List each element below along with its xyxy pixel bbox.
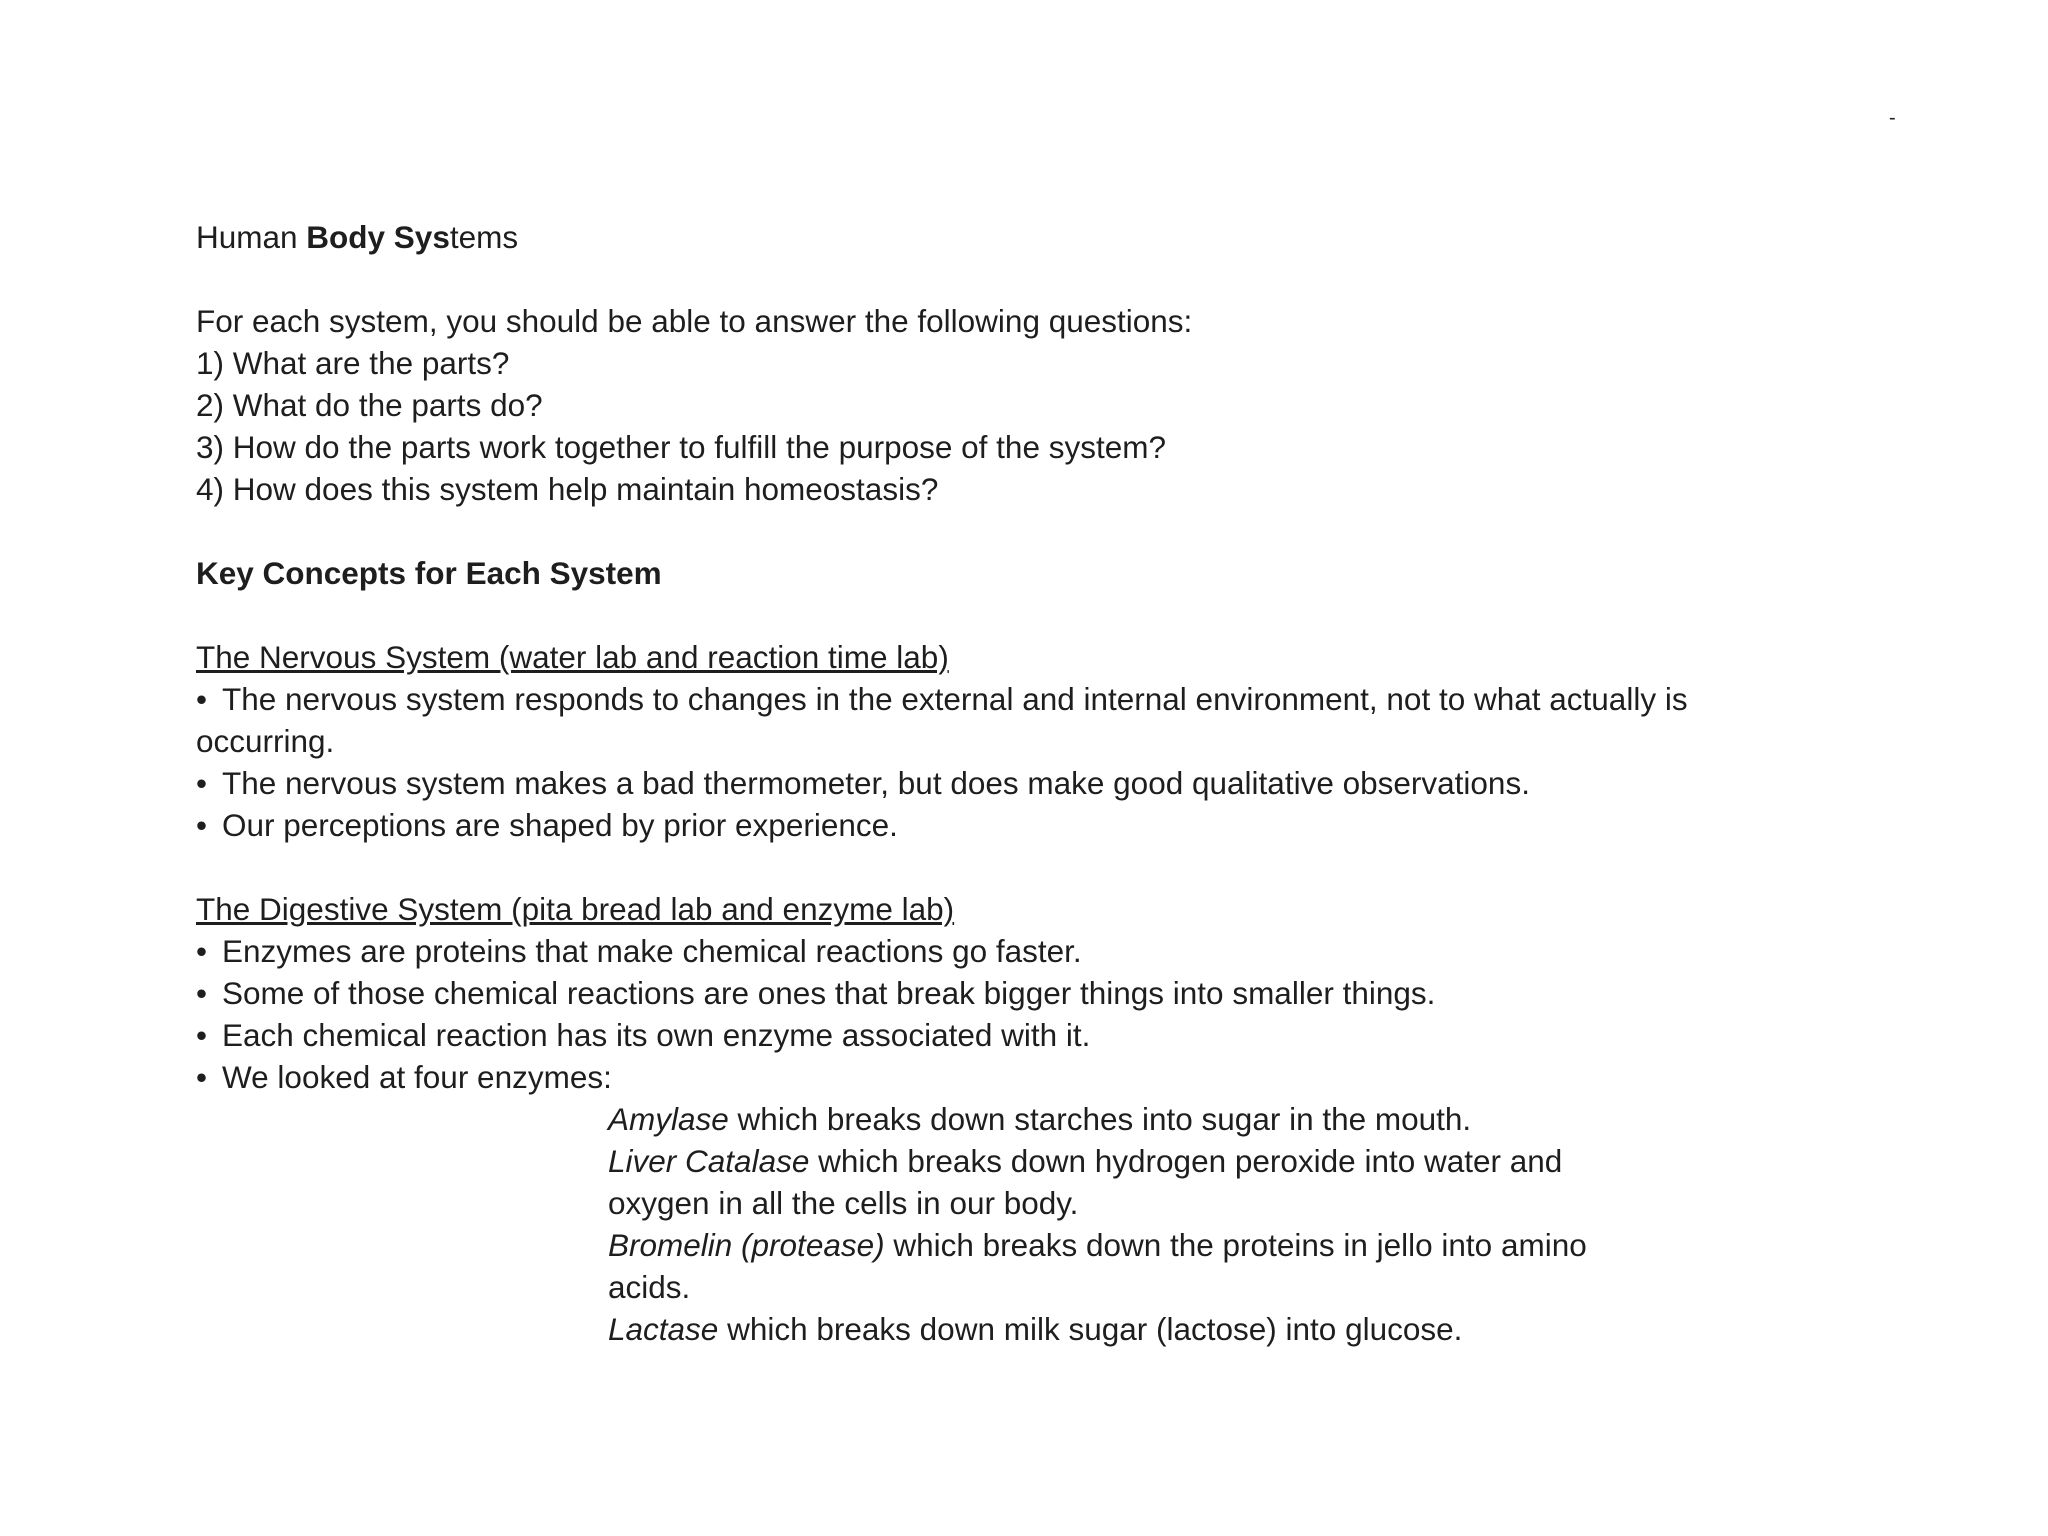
- enzyme-amylase-text: which breaks down starches into sugar in the mouth.: [728, 1101, 1472, 1137]
- digestive-system-heading: The Digestive System (pita bread lab and enzyme lab): [196, 891, 955, 927]
- spacer: [196, 594, 1896, 636]
- title-plain: Human: [196, 219, 307, 255]
- bullet-icon: •: [196, 681, 208, 717]
- intro-text: For each system, you should be able to answer the following questions:: [196, 303, 1193, 339]
- digestive-bullet-4: [196, 1056, 1896, 1098]
- enzyme-catalase-name: Liver Catalase: [608, 1143, 810, 1179]
- spacer: [196, 510, 1896, 552]
- digestive-bullet-2: [196, 972, 1896, 1014]
- enzyme-catalase: [608, 1140, 1896, 1182]
- enzyme-amylase: [608, 1098, 1896, 1140]
- enzyme-list: [608, 1098, 1896, 1350]
- enzyme-catalase-continuation: oxygen in all the cells in our body.: [608, 1185, 1079, 1221]
- nervous-system-heading: The Nervous System (water lab and reaction time lab): [196, 639, 949, 675]
- digestive-bullet-2-text: Some of those chemical reactions are ones that break bigger things into smaller things.: [222, 975, 1436, 1011]
- nervous-bullet-2: [196, 762, 1896, 804]
- digestive-bullet-4-text: We looked at four enzymes:: [222, 1059, 612, 1095]
- nervous-bullet-2-text: The nervous system makes a bad thermometer, but does make good qualitative observations.: [222, 765, 1530, 801]
- spacer: [196, 258, 1896, 300]
- enzyme-bromelin: [608, 1224, 1896, 1266]
- document-body: [196, 216, 1896, 1350]
- spacer: [196, 846, 1896, 888]
- enzyme-lactase-text: which breaks down milk sugar (lactose) into glucose.: [718, 1311, 1463, 1347]
- enzyme-amylase-name: Amylase: [608, 1101, 729, 1137]
- question-2: 2) What do the parts do?: [196, 387, 543, 423]
- key-concepts-heading: [196, 552, 1896, 594]
- nervous-bullet-3-text: Our perceptions are shaped by prior experience.: [222, 807, 898, 843]
- digestive-bullet-1: [196, 930, 1896, 972]
- enzyme-bromelin-text: which breaks down the proteins in jello into amino: [884, 1227, 1587, 1263]
- bullet-icon: •: [196, 807, 208, 843]
- nervous-bullet-3: [196, 804, 1896, 846]
- bullet-icon: •: [196, 1059, 208, 1095]
- digestive-bullet-3: [196, 1014, 1896, 1056]
- question-1: 1) What are the parts?: [196, 345, 510, 381]
- enzyme-bromelin-name: Bromelin (protease): [608, 1227, 885, 1263]
- nervous-bullet-1-continuation: occurring.: [196, 723, 335, 759]
- document-title: [196, 216, 1896, 258]
- title-bold: Body Sys: [306, 219, 450, 255]
- question-4: 4) How does this system help maintain homeostasis?: [196, 471, 939, 507]
- nervous-bullet-1: [196, 678, 1896, 720]
- page-mark: -: [1889, 107, 1896, 129]
- digestive-bullet-1-text: Enzymes are proteins that make chemical reactions go faster.: [222, 933, 1082, 969]
- enzyme-lactase: [608, 1308, 1896, 1350]
- nervous-bullet-1-text: The nervous system responds to changes in the external and internal environment, not to what actually is: [222, 681, 1688, 717]
- bullet-icon: •: [196, 933, 208, 969]
- enzyme-bromelin-continuation: acids.: [608, 1269, 691, 1305]
- key-concepts-bold: Each System: [465, 555, 662, 591]
- bullet-icon: •: [196, 765, 208, 801]
- question-3: 3) How do the parts work together to fulfill the purpose of the system?: [196, 429, 1166, 465]
- bullet-icon: •: [196, 1017, 208, 1053]
- bullet-icon: •: [196, 975, 208, 1011]
- digestive-bullet-3-text: Each chemical reaction has its own enzyme associated with it.: [222, 1017, 1091, 1053]
- title-rest: tems: [449, 219, 519, 255]
- enzyme-lactase-name: Lactase: [608, 1311, 719, 1347]
- enzyme-catalase-text: which breaks down hydrogen peroxide into water and: [809, 1143, 1563, 1179]
- key-concepts-plain: Key Concepts for: [196, 555, 466, 591]
